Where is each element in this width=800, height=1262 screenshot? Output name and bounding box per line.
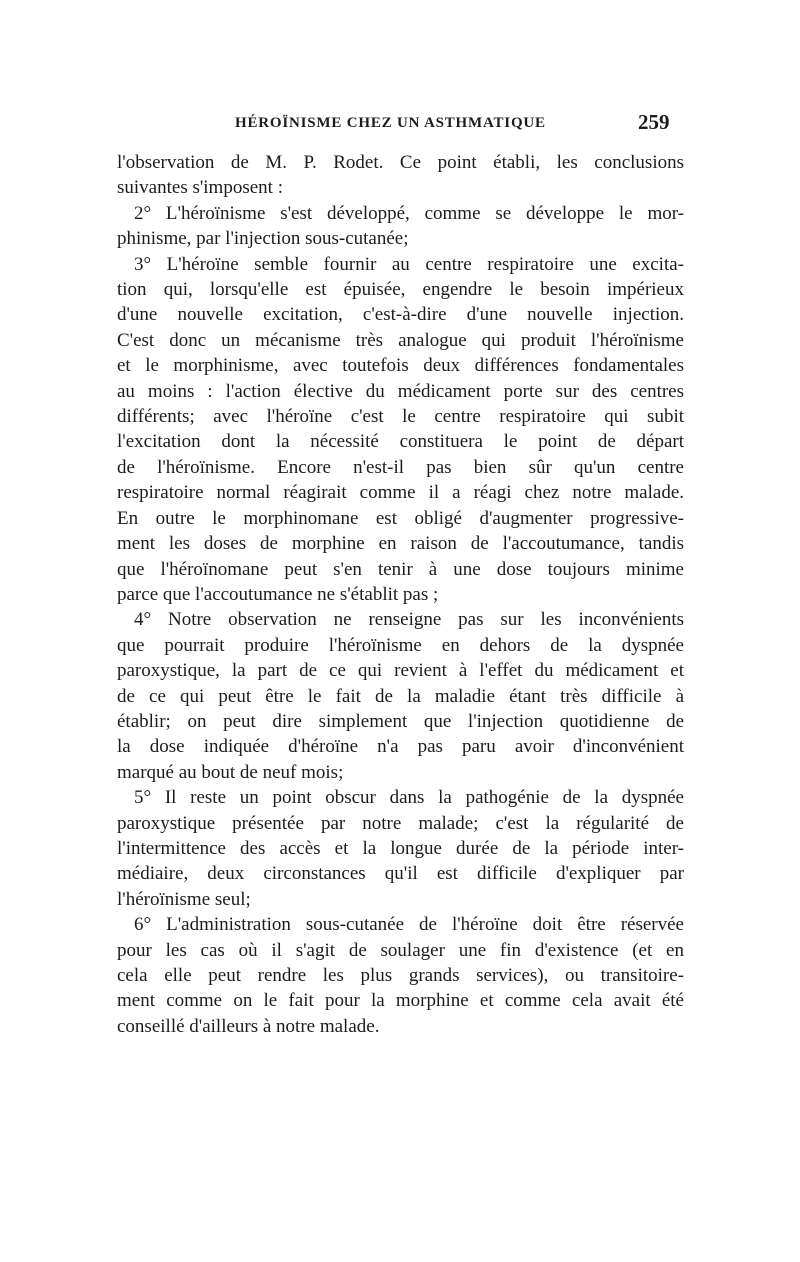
body-text	[117, 150, 684, 1039]
text-line: pour les cas où il s'agit de soulager une fin d'existence (et en	[117, 939, 684, 961]
text-line: En outre le morphinomane est obligé d'augmenter progressive-	[117, 507, 684, 529]
text-line: 5° Il reste un point obscur dans la pathogénie de la dyspnée	[134, 787, 684, 809]
text-line: médiaire, deux circonstances qu'il est difficile d'expliquer par	[117, 863, 684, 885]
text-line: paroxystique présentée par notre malade; c'est la régularité de	[117, 812, 684, 834]
text-line: l'héroïnisme seul;	[117, 888, 251, 910]
text-line: différents; avec l'héroïne c'est le centre respiratoire qui subit	[117, 406, 684, 428]
text-line: phinisme, par l'injection sous-cutanée;	[117, 228, 409, 250]
text-line: 6° L'administration sous-cutanée de l'héroïne doit être réservée	[134, 914, 684, 936]
text-line: que pourrait produire l'héroïnisme en dehors de la dyspnée	[117, 634, 684, 656]
text-line: établir; on peut dire simplement que l'injection quotidienne de	[117, 710, 684, 732]
running-header: HÉROÏNISME CHEZ UN ASTHMATIQUE	[235, 115, 546, 131]
text-line: au moins : l'action élective du médicament porte sur des centres	[117, 380, 684, 402]
text-line: marqué au bout de neuf mois;	[117, 761, 344, 783]
text-line: de ce qui peut être le fait de la maladie étant très difficile à	[117, 685, 684, 707]
text-line: 4° Notre observation ne renseigne pas sur les inconvénients	[134, 609, 684, 631]
text-line: paroxystique, la part de ce qui revient à l'effet du médicament et	[117, 660, 684, 682]
text-line: cela elle peut rendre les plus grands services), ou transitoire-	[117, 965, 684, 986]
text-line: ment comme on le fait pour la morphine et comme cela avait été	[117, 990, 684, 1012]
text-line: la dose indiquée d'héroïne n'a pas paru avoir d'inconvénient	[117, 736, 684, 758]
text-line: parce que l'accoutumance ne s'établit pas ;	[117, 583, 439, 605]
text-line: l'excitation dont la nécessité constituera le point de départ	[117, 431, 684, 453]
text-line: l'intermittence des accès et la longue durée de la période inter-	[117, 837, 684, 859]
text-line: et le morphinisme, avec toutefois deux différences fondamentales	[117, 355, 684, 377]
text-line: 3° L'héroïne semble fournir au centre respiratoire une excita-	[134, 253, 684, 275]
text-line: conseillé d'ailleurs à notre malade.	[117, 1015, 380, 1037]
text-line: l'observation de M. P. Rodet. Ce point établi, les conclusions	[117, 152, 684, 173]
text-line: 2° L'héroïnisme s'est développé, comme se développe le mor-	[134, 202, 684, 224]
text-line: ment les doses de morphine en raison de l'accoutumance, tandis	[117, 533, 684, 555]
page-number: 259	[638, 110, 670, 134]
text-line: C'est donc un mécanisme très analogue qui produit l'héroïnisme	[117, 329, 684, 351]
text-line: suivantes s'imposent :	[117, 177, 283, 199]
text-line: d'une nouvelle excitation, c'est-à-dire d'une nouvelle injection.	[117, 304, 684, 326]
text-line: respiratoire normal réagirait comme il a réagi chez notre malade.	[117, 482, 684, 504]
text-line: que l'héroïnomane peut s'en tenir à une dose toujours minime	[117, 558, 684, 580]
text-line: de l'héroïnisme. Encore n'est-il pas bien sûr qu'un centre	[117, 456, 684, 478]
text-line: tion qui, lorsqu'elle est épuisée, engendre le besoin impérieux	[117, 279, 684, 301]
